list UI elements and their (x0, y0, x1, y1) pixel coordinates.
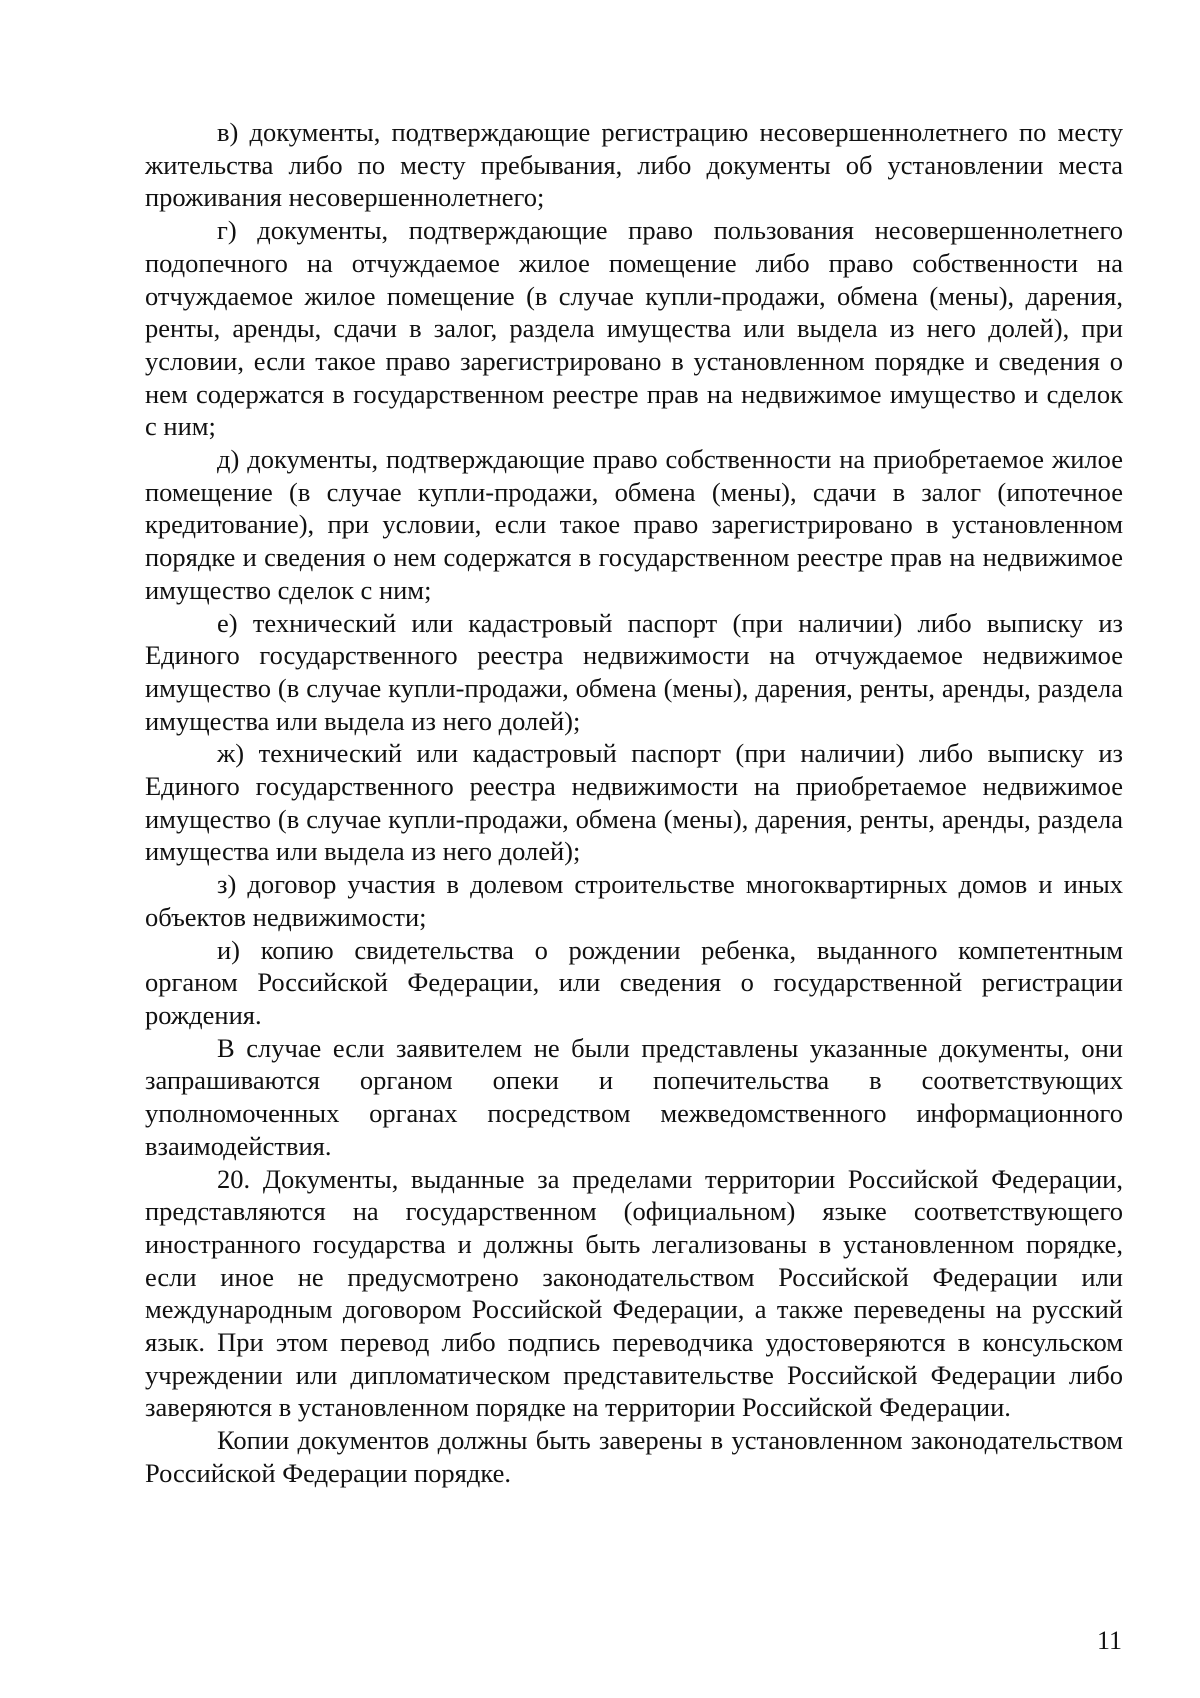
paragraph-zh: ж) технический или кадастровый паспорт (при наличии) либо выписку из Единого государственного реестра недвижимости на приобретаемое недвижимое имущество (в случае купли-продажи, обмена (мены), дарения, ренты, аренды, раздела имущества или выдела из него долей); (145, 738, 1123, 867)
paragraph-20-foreign-documents: 20. Документы, выданные за пределами территории Российской Федерации, представляются на государственном (официальном) языке соответствующего иностранного государства и должны быть легализованы в установленном порядке, если иное не предусмотрено законодательством Российской Федерации или международным договором Российской Федерации, а также переведены на русский язык. При этом перевод либо подпись переводчика удостоверяются в консульском учреждении или дипломатическом представительстве Российской Федерации либо заверяются в установленном порядке на территории Российской Федерации. (145, 1163, 1123, 1423)
page-number: 11 (1096, 1626, 1122, 1655)
paragraph-z: з) договор участия в долевом строительстве многоквартирных домов и иных объектов недвижимости; (145, 869, 1123, 932)
paragraph-copies-certification: Копии документов должны быть заверены в установленном законодательством Российской Федерации порядке. (145, 1425, 1123, 1488)
paragraph-v: в) документы, подтверждающие регистрацию несовершеннолетнего по месту жительства либо по месту пребывания, либо документы об установлении места проживания несовершеннолетнего; (145, 117, 1123, 213)
paragraph-g: г) документы, подтверждающие право пользования несовершеннолетнего подопечного на отчуждаемое жилое помещение либо право собственности на отчуждаемое жилое помещение (в случае купли-продажи, обмена (мены), дарения, ренты, аренды, сдачи в залог, раздела имущества или выдела из него долей), при условии, если такое право зарегистрировано в установленном порядке и сведения о нем содержатся в государственном реестре прав на недвижимое имущество и сделок с ним; (145, 215, 1123, 442)
paragraph-i: и) копию свидетельства о рождении ребенка, выданного компетентным органом Российской Федерации, или сведения о государственной регистрации рождения. (145, 934, 1123, 1030)
paragraph-d: д) документы, подтверждающие право собственности на приобретаемое жилое помещение (в случае купли-продажи, обмена (мены), сдачи в залог (ипотечное кредитование), при условии, если такое право зарегистрировано в установленном порядке и сведения о нем содержатся в государственном реестре прав на недвижимое имущество сделок с ним; (145, 444, 1123, 605)
document-body (145, 116, 1123, 1490)
paragraph-missing-documents: В случае если заявителем не были представлены указанные документы, они запрашиваются органом опеки и попечительства в соответствующих уполномоченных органах посредством межведомственного информационного взаимодействия. (145, 1032, 1123, 1161)
paragraph-e: е) технический или кадастровый паспорт (при наличии) либо выписку из Единого государственного реестра недвижимости на отчуждаемое недвижимое имущество (в случае купли-продажи, обмена (мены), дарения, ренты, аренды, раздела имущества или выдела из него долей); (145, 607, 1123, 736)
